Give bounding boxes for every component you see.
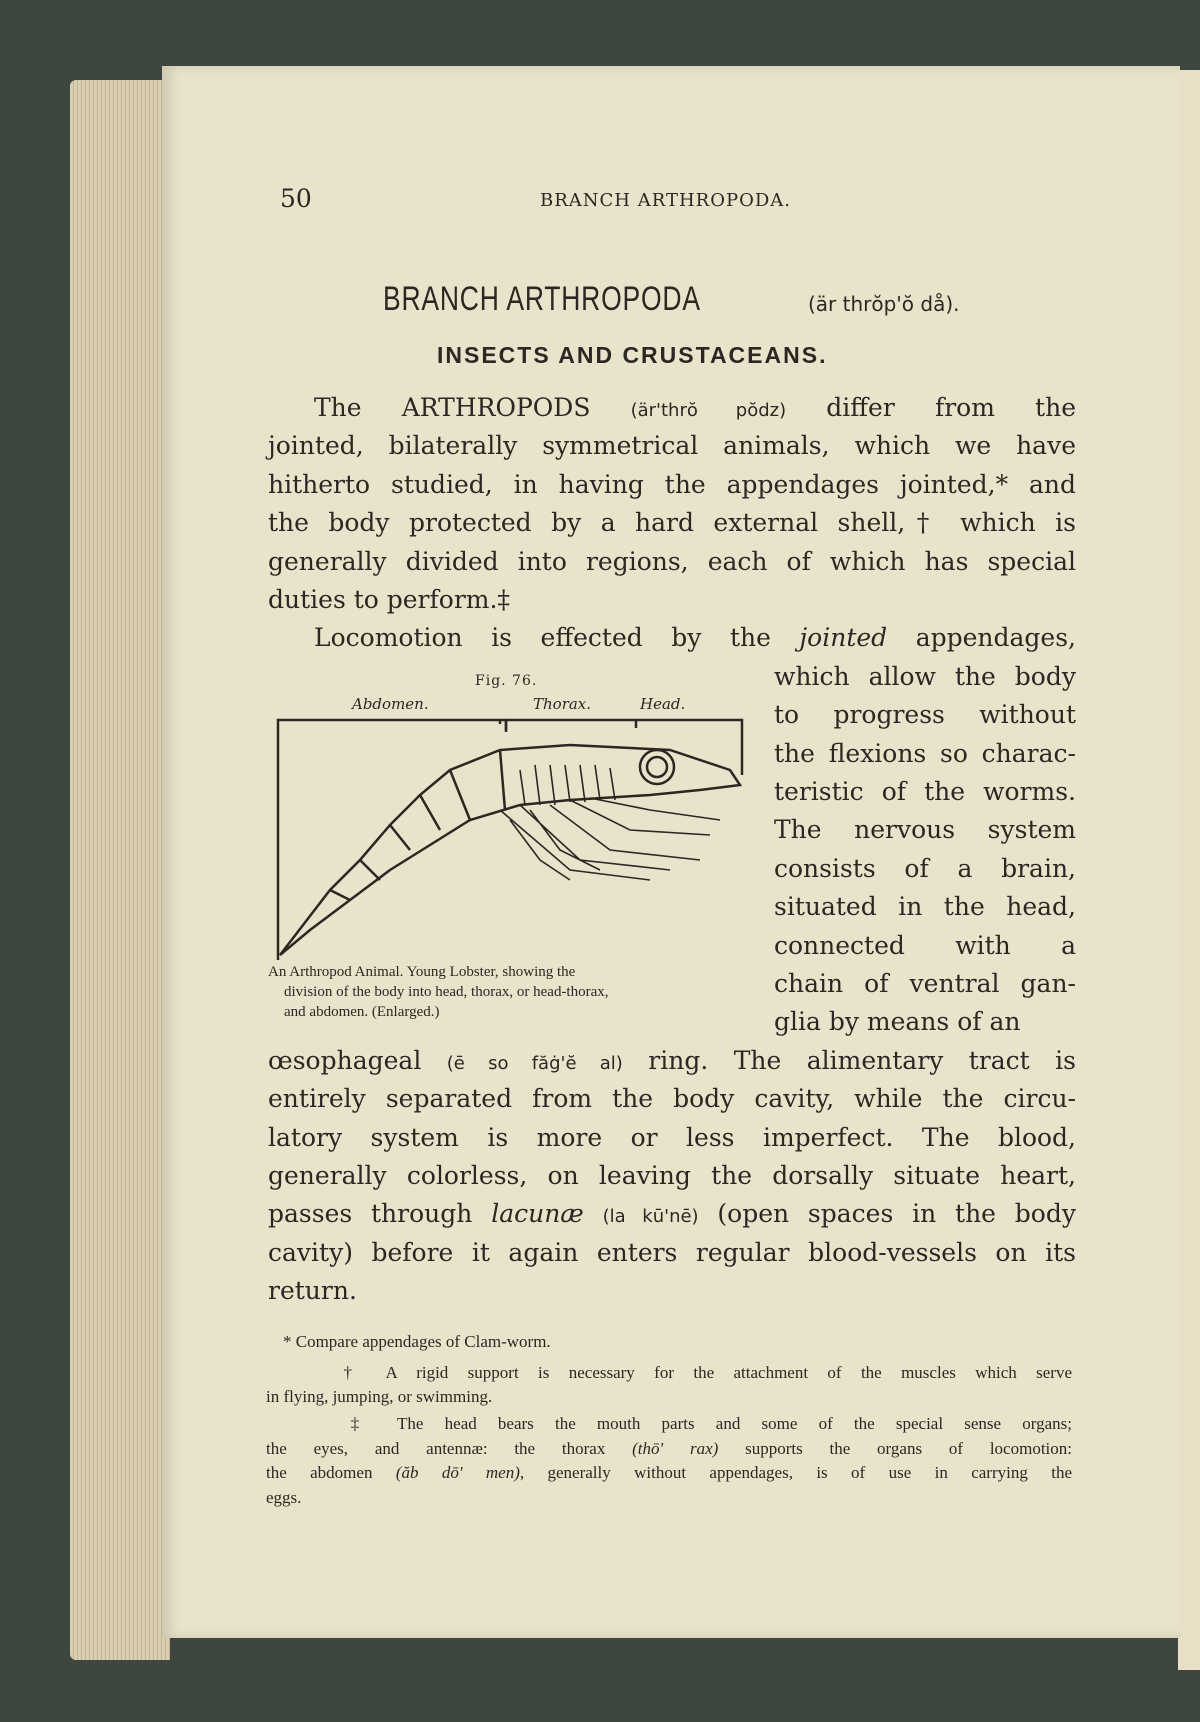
body-line [268,506,1076,540]
text-run: Locomotion is effected by the [314,623,800,653]
page-number: 50 [280,184,312,213]
text-run: return. [268,1276,357,1306]
body-line [774,775,1076,809]
text-run: * Compare appendages of Clam-worm. [266,1332,551,1351]
italic-text: (ăb dō' men) [395,1463,520,1482]
footnote-line [266,1412,1072,1436]
text-run: cavity) before it again enters regular blood-vessels on its [268,1237,1076,1267]
footnote-line [266,1437,1072,1461]
text-run: † A rigid support is necessary for the attachment of the muscles which serve [266,1363,1072,1382]
footnote-line [266,1361,1072,1385]
text-run: differ from the [786,393,1076,422]
italic-text: lacunæ [491,1199,584,1229]
text-run: ‡ The head bears the mouth parts and some of the special sense organs; [266,1414,1072,1433]
text-run: The nervous system [774,815,1076,845]
label-abdomen: Abdomen. [352,695,429,713]
text-run: the eyes, and antennæ: the thorax [266,1439,633,1458]
label-thorax: Thorax. [533,695,592,713]
running-head: BRANCH ARTHROPODA. [540,190,791,211]
text-run: consists of a brain, [774,853,1076,883]
pronunciation: (ē so făġ'ĕ al) [446,1052,623,1074]
body-line [774,852,1076,886]
text-run: connected with a [774,930,1076,960]
text-run: generally colorless, on leaving the dorsally situate heart, [268,1161,1076,1190]
text-run: chain of ventral gan- [774,969,1076,998]
caption-line: and abdomen. (Enlarged.) [284,1004,440,1020]
text-run [584,1199,603,1228]
body-line [268,545,1076,579]
body-line [774,698,1076,732]
body-line [268,1159,1076,1193]
body-line [774,1005,1076,1039]
body-line [774,737,1076,771]
pronunciation: (la kū'nē) [602,1206,699,1228]
body-line [774,660,1076,694]
text-run: œsophageal [268,1045,447,1075]
text-run: The ARTHROPODS [314,393,631,422]
text-run: glia by means of an [774,1007,1021,1037]
text-run: the flexions so charac- [774,738,1076,768]
body-line [268,468,1076,502]
body-line [314,621,1076,655]
italic-text: (thō' rax) [632,1439,719,1458]
footnote-line [266,1330,1072,1354]
text-run: latory system is more or less imperfect. The blood, [268,1122,1076,1152]
text-run: , generally without appendages, is of use in carrying the [519,1463,1072,1482]
body-line [268,1082,1076,1116]
text-run: eggs. [266,1488,302,1507]
text-run: which allow the body [774,661,1076,691]
body-line [268,1197,1076,1231]
facing-page-edge [1178,70,1200,1670]
title-pronunciation: (är thrŏp'ŏ då). [808,292,960,316]
text-run: generally divided into regions, each of which has special [268,546,1076,576]
text-run: jointed, bilaterally symmetrical animals, which we have [268,431,1076,461]
text-run: the body protected by a hard external shell,† which is [268,508,1076,538]
lobster-illustration [270,710,750,960]
body-line [268,1236,1076,1270]
body-line [268,583,1076,617]
text-run: passes through [268,1199,492,1229]
text-run: to progress without [774,700,1076,730]
text-run: supports the organs of locomotion: [718,1439,1072,1458]
text-run: ring. The alimentary tract is [622,1045,1076,1075]
text-run: situated in the head, [774,892,1076,922]
chapter-title: BRANCH ARTHROPODA [383,280,701,318]
text-run: appendages, [887,623,1076,653]
body-line [314,391,1076,425]
body-line [774,813,1076,847]
footnote-line [266,1385,1072,1409]
body-line [268,1121,1076,1155]
text-run: teristic of the worms. [774,777,1076,806]
subtitle: INSECTS AND CRUSTACEANS. [437,342,828,368]
body-line [774,890,1076,924]
text-run: duties to perform.‡ [268,585,510,614]
body-line [268,429,1076,463]
body-line [268,1044,1076,1078]
caption-line: An Arthropod Animal. Young Lobster, showing the [268,964,576,980]
text-run: (open spaces in the body [698,1199,1076,1229]
body-line [774,929,1076,963]
figure-caption [268,962,748,1022]
page-edges [70,80,170,1660]
text-run: in flying, jumping, or swimming. [266,1387,493,1406]
text-run: entirely separated from the body cavity, while the circu- [268,1084,1076,1114]
footnote-line [266,1486,1072,1510]
body-line [268,1274,1076,1308]
label-head: Head. [640,695,686,713]
text-run: the abdomen [266,1463,396,1482]
text-run: hitherto studied, in having the appendages jointed,* and [268,469,1076,499]
pronunciation: (är'thrŏ pŏdz) [630,400,787,421]
body-line [774,967,1076,1001]
figure-label: Fig. 76. [475,673,538,689]
footnote-line [266,1461,1072,1485]
caption-line: division of the body into head, thorax, or head-thorax, [284,984,609,1000]
italic-text: jointed [799,623,888,653]
